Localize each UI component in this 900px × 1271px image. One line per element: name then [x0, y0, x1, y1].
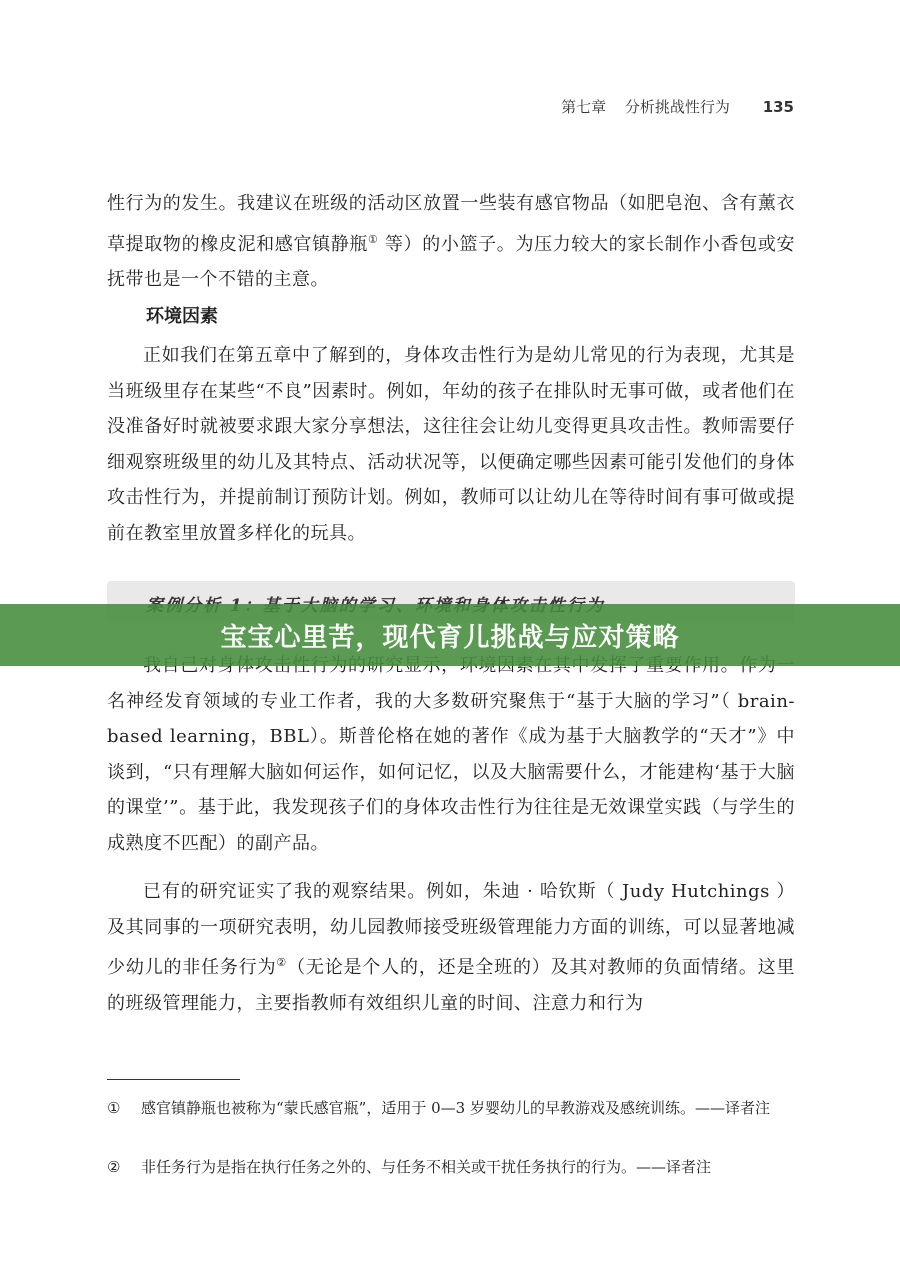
- chapter-title: 分析挑战性行为: [624, 98, 730, 116]
- footnote-divider: [107, 1079, 240, 1080]
- chapter-label: 第七章: [561, 98, 607, 116]
- footnote-1: [107, 1094, 795, 1123]
- paragraph-3: 名神经发育领域的专业工作者，我的大多数研究聚焦于“基于大脑的学习”（ brain-based learning，BBL）。斯普伦格在她的著作《成为基于大脑教学的“天才”》中谈到，“只有理解大脑如何运作，如何记忆，以及大脑需要什么，才能建构‘基于大脑的课堂’”。基于此，我发现孩子们的身体攻击性行为往往是无效课堂实践（与学生的成熟度不匹配）的副产品。: [107, 690, 795, 854]
- overlay-banner: [0, 604, 900, 666]
- footnote-1-text: 感官镇静瓶也被称为“蒙氏感官瓶”，适用于 0—3 岁婴幼儿的早教游戏及感统训练。——译者注: [141, 1099, 770, 1117]
- paragraph-4-text: 已有的研究证实了我的观察结果。例如，朱迪 · 哈钦斯（ Judy Hutchings ）及其同事的一项研究表明，幼儿园教师接受班级管理能力方面的训练，可以显著地减少幼儿的非任务行为: [107, 881, 795, 978]
- paragraph-1-text: 性行为的发生。我建议在班级的活动区放置一些装有感官物品（如肥皂泡、含有薰衣草提取物的橡皮泥和感官镇静瓶: [107, 193, 795, 255]
- footnote-2-text: 非任务行为是指在执行任务之外的、与任务不相关或干扰任务执行的行为。——译者注: [141, 1158, 712, 1176]
- page-number: 135: [762, 98, 794, 116]
- paragraph-1-rest: 等）的小篮子。为压力较大的家长制作小香包或安抚带也是一个不错的主意。: [107, 233, 795, 290]
- footnote-ref-1[interactable]: ①: [368, 232, 379, 246]
- banner-title: 宝宝心里苦，现代育儿挑战与应对策略: [220, 622, 680, 653]
- footnote-ref-2[interactable]: ②: [276, 956, 288, 969]
- section-heading: 环境因素: [146, 306, 218, 327]
- paragraph-4: [107, 874, 795, 1021]
- footnote-1-mark: ①: [107, 1099, 121, 1117]
- paragraph-1: [107, 186, 795, 298]
- paragraph-4-rest: （无论是个人的，还是全班的）及其对教师的负面情绪。这里的班级管理能力，主要指教师有效组织儿童的时间、注意力和行为: [107, 957, 795, 1014]
- running-header: [561, 96, 794, 117]
- paragraph-2: 正如我们在第五章中了解到的，身体攻击性行为是幼儿常见的行为表现，尤其是当班级里存在某些“不良”因素时。例如，年幼的孩子在排队时无事可做，或者他们在没准备好时就被要求跟大家分享想法，这往往会让幼儿变得更具攻击性。教师需要仔细观察班级里的幼儿及其特点、活动状况等，以便确定哪些因素可能引发他们的身体攻击性行为，并提前制订预防计划。例如，教师可以让幼儿在等待时间有事可做或提前在教室里放置多样化的玩具。: [107, 345, 795, 544]
- footnote-2: [107, 1153, 795, 1182]
- footnote-2-mark: ②: [107, 1158, 121, 1176]
